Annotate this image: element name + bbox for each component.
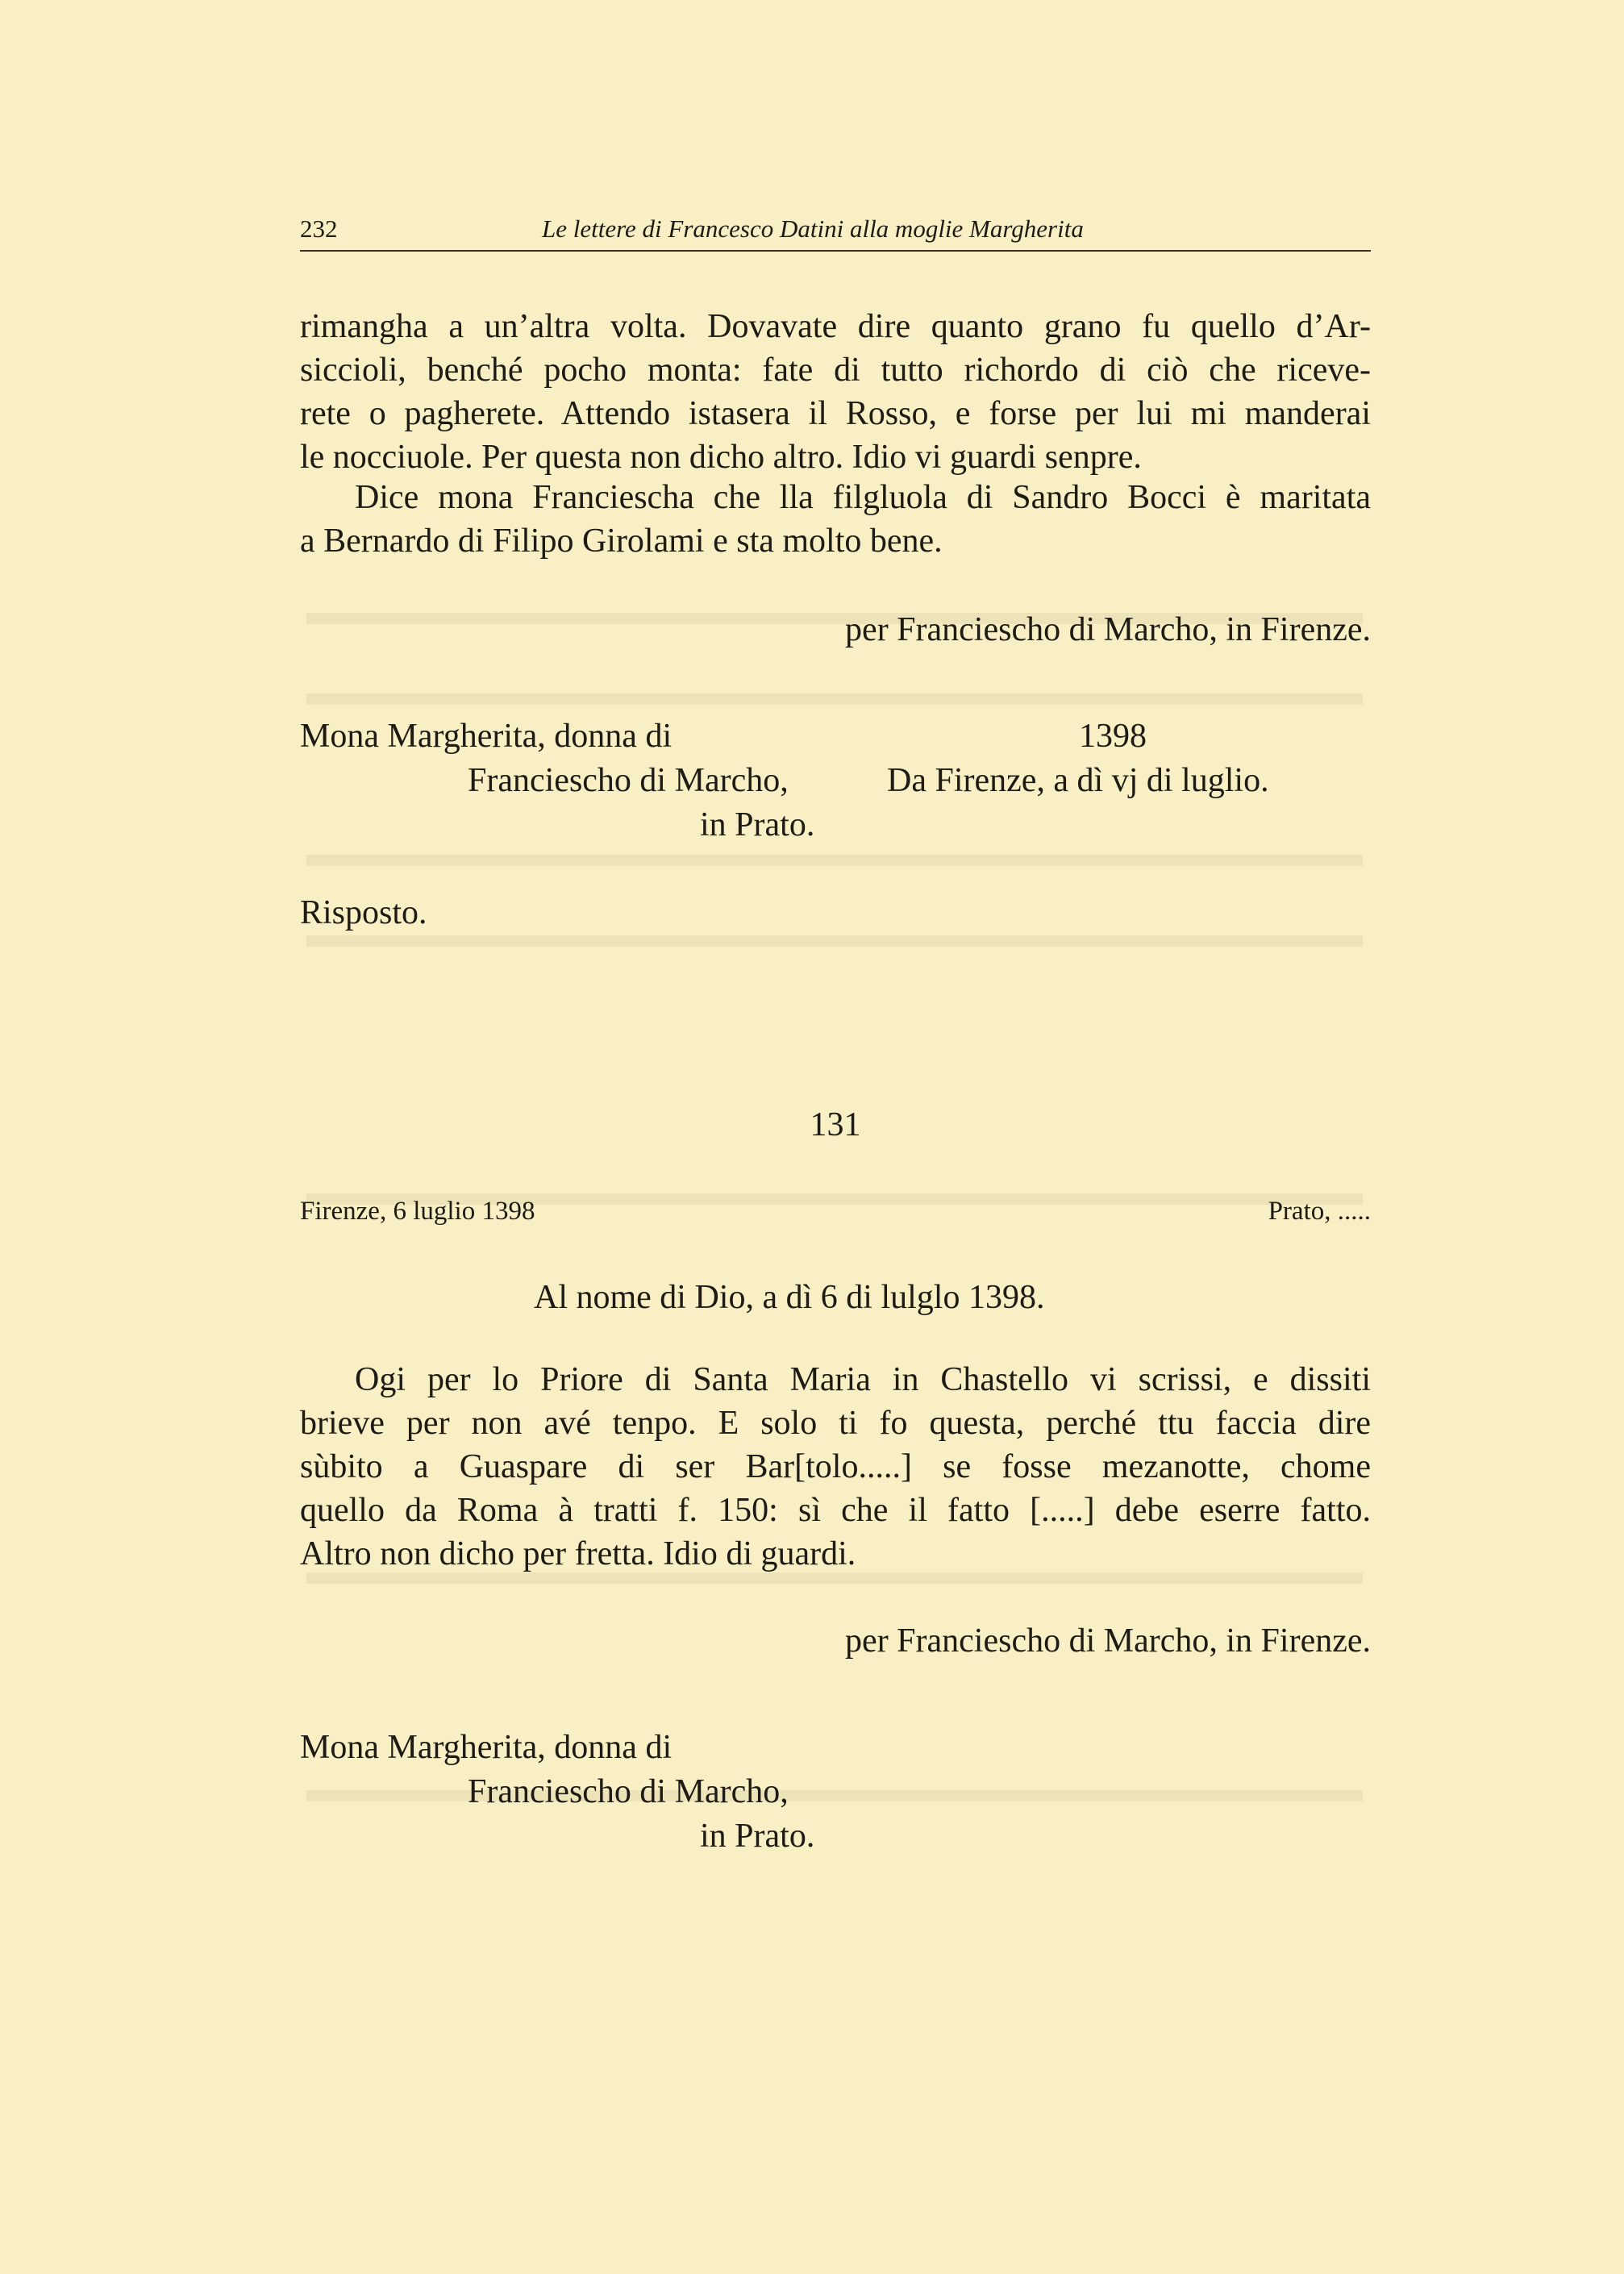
signature-text: per Franciescho di Marcho, in Firenze. [845,1622,1371,1660]
body-line: quello da Roma à tratti f. 150: sì che il fatto [.....] debe eserre fatto. [300,1492,1371,1529]
letter-130-address-line-3: in Prato. [700,806,815,843]
page-number: 232 [300,214,338,243]
letter-130-address-line-2: Franciescho di Marcho, [468,762,789,799]
body-line: Ogi per lo Priore di Santa Maria in Chastello vi scrissi, e dissiti [355,1361,1371,1398]
postscript-line: Dice mona Franciescha che lla filgluola di Sandro Bocci è maritata [355,479,1371,516]
body-line: brieve per non avé tenpo. E solo ti fo questa, perché ttu faccia dire [300,1405,1371,1442]
body-line: rete o pagherete. Attendo istasera il Rosso, e forse per lui mi manderai [300,395,1371,432]
postscript-line: a Bernardo di Filipo Girolami e sta molto bene. [300,523,943,560]
running-header [300,211,1371,252]
letter-130-address-line-1: Mona Margherita, donna di [300,718,673,755]
letter-131-address-line-3: in Prato. [700,1818,815,1855]
letter-131-opening: Al nome di Dio, a dì 6 di lulglo 1398. [534,1279,1045,1316]
letter-130-reply-note: Risposto. [300,894,427,931]
letter-131-number [300,1103,1371,1147]
letter-131-signature [300,1619,1371,1663]
letter-131-address-line-2: Franciescho di Marcho, [468,1773,789,1810]
letter-130-signature [300,608,1371,652]
body-line: sùbito a Guaspare di ser Bar[tolo.....] se fosse mezanotte, chome [300,1448,1371,1485]
body-line: siccioli, benché pocho monta: fate di tutto richordo di ciò che riceve- [300,352,1371,389]
letter-131-address-line-1: Mona Margherita, donna di [300,1729,673,1766]
letter-131-place-date: Firenze, 6 luglio 1398 [300,1197,535,1226]
running-title: Le lettere di Francesco Datini alla moglie Margherita [542,214,1084,243]
letter-131-body [300,1358,1371,1576]
letter-number-text: 131 [810,1106,861,1143]
letter-131-destination: Prato, ..... [1268,1197,1371,1226]
letter-130-body [300,305,1371,479]
letter-130-endorsement-date: Da Firenze, a dì vj di luglio. [887,762,1269,799]
signature-text: per Franciescho di Marcho, in Firenze. [845,611,1371,648]
body-line: rimangha a un’altra volta. Dovavate dire quanto grano fu quello d’Ar- [300,308,1371,345]
letter-130-endorsement-year: 1398 [1079,718,1147,755]
body-line: Altro non dicho per fretta. Idio di guardi. [300,1535,856,1572]
body-line: le nocciuole. Per questa non dicho altro. Idio vi guardi senpre. [300,439,1142,476]
header-rule [300,250,1371,252]
letter-130-postscript [300,476,1371,563]
